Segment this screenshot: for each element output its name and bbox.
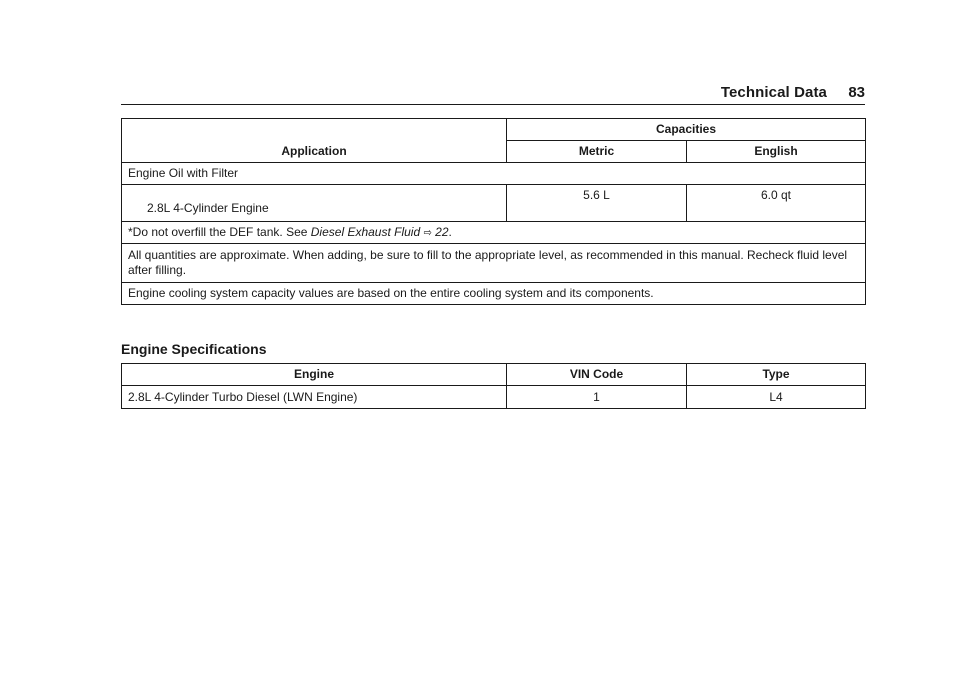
item-label: 2.8L 4-Cylinder Engine — [122, 185, 507, 222]
metric-header: Metric — [507, 141, 687, 163]
type-cell: L4 — [687, 386, 866, 409]
table-row — [122, 163, 866, 185]
def-note — [122, 222, 866, 244]
def-note-page[interactable]: 22 — [435, 224, 449, 239]
page-number: 83 — [848, 84, 865, 101]
section-title: Technical Data — [720, 84, 827, 101]
item-metric-value: 5.6 L — [507, 185, 687, 222]
type-column-header: Type — [687, 364, 866, 386]
table-header-row — [122, 364, 866, 386]
def-note-prefix: *Do not overfill the DEF tank. See — [128, 224, 311, 239]
table-row — [122, 222, 866, 244]
page-reference-icon: ⇨ — [423, 226, 432, 239]
table-row — [122, 185, 866, 222]
english-header: English — [687, 141, 866, 163]
cooling-note: Engine cooling system capacity values are based on the entire cooling system and its components. — [122, 283, 866, 305]
page-header — [121, 80, 865, 105]
engine-cell: 2.8L 4-Cylinder Turbo Diesel (LWN Engine) — [122, 386, 507, 409]
group-label: Engine Oil with Filter — [122, 163, 866, 185]
application-header: Application — [122, 119, 507, 163]
engine-specifications-heading: Engine Specifications — [121, 341, 267, 357]
table-row — [122, 244, 866, 283]
vin-code-cell: 1 — [507, 386, 687, 409]
def-note-link[interactable]: Diesel Exhaust Fluid — [310, 224, 421, 239]
def-note-suffix: . — [448, 224, 452, 239]
item-english-value: 6.0 qt — [687, 185, 866, 222]
table-row — [122, 386, 866, 409]
capacities-header: Capacities — [507, 119, 866, 141]
capacities-table — [121, 118, 866, 305]
quantities-note: All quantities are approximate. When adding, be sure to fill to the appropriate level, as recommended in this manual. Recheck fluid level after filling. — [122, 244, 866, 283]
engine-column-header: Engine — [122, 364, 507, 386]
table-row — [122, 283, 866, 305]
engine-specifications-table — [121, 363, 866, 409]
vin-code-column-header: VIN Code — [507, 364, 687, 386]
table-row — [122, 119, 866, 141]
